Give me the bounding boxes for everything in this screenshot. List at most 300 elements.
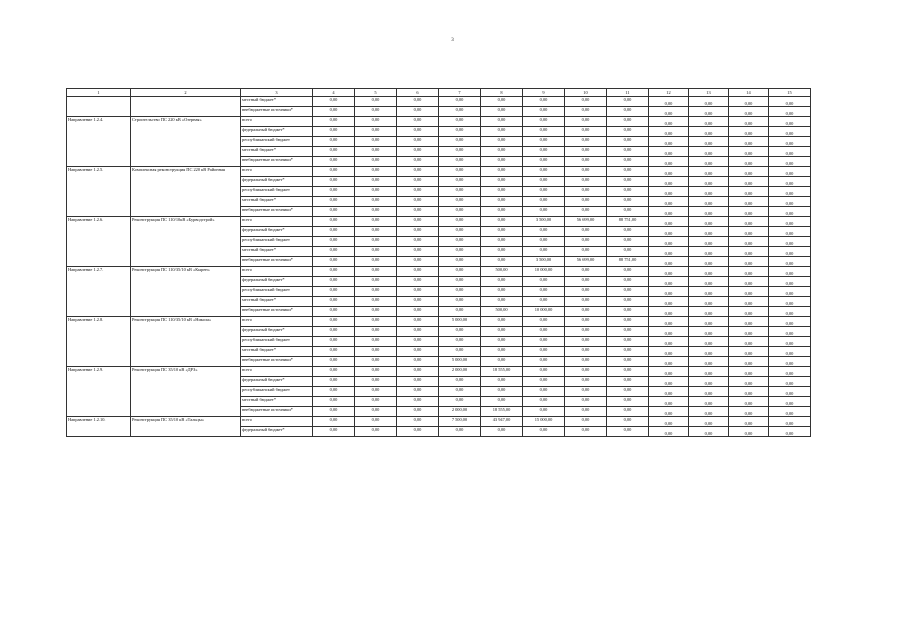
direction-cell: Направление 1.2.7. (67, 267, 131, 317)
value-cell: 0,00 (607, 267, 649, 277)
value-cell: 0,00 (769, 177, 811, 187)
value-cell: 0,00 (523, 117, 565, 127)
value-cell: 0,00 (481, 317, 523, 327)
value-cell: 0,00 (355, 127, 397, 137)
value-cell: 0,00 (769, 427, 811, 437)
column-header: 10 (565, 89, 607, 97)
value-cell: 0,00 (355, 277, 397, 287)
value-cell: 0,00 (397, 237, 439, 247)
value-cell: 0,00 (313, 357, 355, 367)
value-cell: 0,00 (355, 337, 397, 347)
value-cell: 0,00 (689, 327, 729, 337)
value-cell: 0,00 (439, 257, 481, 267)
value-cell: 0,00 (769, 247, 811, 257)
value-cell: 0,00 (689, 307, 729, 317)
value-cell: 0,00 (607, 327, 649, 337)
value-cell: 0,00 (397, 127, 439, 137)
value-cell: 0,00 (313, 187, 355, 197)
value-cell: 0,00 (439, 277, 481, 287)
value-cell: 0,00 (565, 397, 607, 407)
funding-source-cell: республиканский бюджет (241, 137, 313, 147)
value-cell: 0,00 (313, 307, 355, 317)
value-cell: 0,00 (729, 397, 769, 407)
column-header: 1 (67, 89, 131, 97)
value-cell: 0,00 (729, 417, 769, 427)
value-cell: 0,00 (313, 377, 355, 387)
value-cell: 0,00 (769, 107, 811, 117)
funding-source-cell: местный бюджет* (241, 297, 313, 307)
value-cell: 0,00 (607, 317, 649, 327)
value-cell: 0,00 (729, 237, 769, 247)
column-header: 2 (131, 89, 241, 97)
value-cell: 0,00 (607, 337, 649, 347)
value-cell: 0,00 (565, 137, 607, 147)
value-cell: 0,00 (523, 327, 565, 337)
value-cell: 0,00 (313, 427, 355, 437)
value-cell: 0,00 (565, 297, 607, 307)
value-cell: 5 000,00 (439, 357, 481, 367)
value-cell: 2 000,00 (439, 407, 481, 417)
column-header: 9 (523, 89, 565, 97)
value-cell: 0,00 (481, 117, 523, 127)
value-cell: 0,00 (313, 157, 355, 167)
value-cell: 0,00 (729, 317, 769, 327)
value-cell: 0,00 (355, 167, 397, 177)
value-cell: 0,00 (769, 227, 811, 237)
value-cell: 0,00 (355, 117, 397, 127)
value-cell: 0,00 (313, 287, 355, 297)
value-cell: 0,00 (607, 367, 649, 377)
funding-source-cell: федеральный бюджет* (241, 277, 313, 287)
value-cell: 0,00 (689, 267, 729, 277)
value-cell: 0,00 (689, 187, 729, 197)
value-cell: 0,00 (397, 247, 439, 257)
value-cell: 0,00 (439, 157, 481, 167)
value-cell: 0,00 (523, 197, 565, 207)
value-cell: 0,00 (355, 217, 397, 227)
value-cell: 0,00 (397, 347, 439, 357)
value-cell: 0,00 (565, 367, 607, 377)
value-cell: 5 000,00 (439, 317, 481, 327)
value-cell: 0,00 (397, 207, 439, 217)
value-cell: 0,00 (523, 377, 565, 387)
value-cell: 0,00 (565, 97, 607, 107)
value-cell: 0,00 (313, 387, 355, 397)
direction-cell: Направление 1.2.6. (67, 217, 131, 267)
value-cell: 0,00 (523, 157, 565, 167)
value-cell: 0,00 (689, 247, 729, 257)
value-cell: 0,00 (481, 237, 523, 247)
value-cell: 0,00 (607, 397, 649, 407)
value-cell: 0,00 (397, 407, 439, 417)
value-cell: 0,00 (355, 207, 397, 217)
column-header: 8 (481, 89, 523, 97)
value-cell: 0,00 (729, 117, 769, 127)
value-cell: 7 500,00 (439, 417, 481, 427)
value-cell: 43 947,00 (481, 417, 523, 427)
value-cell: 0,00 (769, 257, 811, 267)
value-cell: 0,00 (523, 227, 565, 237)
value-cell: 0,00 (769, 337, 811, 347)
value-cell: 0,00 (523, 177, 565, 187)
value-cell: 0,00 (523, 287, 565, 297)
value-cell: 0,00 (769, 207, 811, 217)
value-cell: 0,00 (689, 167, 729, 177)
value-cell: 0,00 (397, 257, 439, 267)
value-cell: 0,00 (481, 277, 523, 287)
value-cell: 0,00 (565, 407, 607, 417)
value-cell: 0,00 (397, 227, 439, 237)
column-header: 11 (607, 89, 649, 97)
value-cell: 0,00 (607, 187, 649, 197)
budget-table (66, 88, 811, 437)
value-cell: 0,00 (729, 197, 769, 207)
value-cell: 0,00 (397, 387, 439, 397)
value-cell: 0,00 (649, 107, 689, 117)
value-cell: 0,00 (649, 257, 689, 267)
value-cell: 0,00 (313, 117, 355, 127)
value-cell: 500,00 (481, 307, 523, 317)
value-cell: 0,00 (313, 237, 355, 247)
value-cell: 0,00 (565, 237, 607, 247)
value-cell: 0,00 (607, 117, 649, 127)
funding-source-cell: местный бюджет* (241, 347, 313, 357)
value-cell: 0,00 (355, 387, 397, 397)
value-cell: 0,00 (355, 357, 397, 367)
value-cell: 0,00 (769, 397, 811, 407)
value-cell: 0,00 (689, 417, 729, 427)
value-cell: 0,00 (769, 217, 811, 227)
table-row (67, 167, 811, 177)
value-cell: 0,00 (481, 107, 523, 117)
value-cell: 0,00 (649, 187, 689, 197)
value-cell: 0,00 (313, 107, 355, 117)
funding-source-cell: республиканский бюджет (241, 187, 313, 197)
value-cell: 0,00 (607, 237, 649, 247)
value-cell: 0,00 (355, 427, 397, 437)
value-cell: 0,00 (769, 147, 811, 157)
value-cell: 0,00 (481, 167, 523, 177)
value-cell: 0,00 (565, 387, 607, 397)
value-cell: 0,00 (355, 237, 397, 247)
value-cell: 0,00 (397, 427, 439, 437)
funding-source-cell: федеральный бюджет* (241, 427, 313, 437)
value-cell: 0,00 (649, 357, 689, 367)
value-cell: 0,00 (689, 127, 729, 137)
value-cell: 0,00 (355, 397, 397, 407)
value-cell: 0,00 (397, 167, 439, 177)
value-cell: 0,00 (439, 347, 481, 357)
value-cell: 0,00 (729, 387, 769, 397)
value-cell: 0,00 (355, 187, 397, 197)
value-cell: 10 000,00 (523, 267, 565, 277)
value-cell: 0,00 (649, 147, 689, 157)
value-cell: 0,00 (397, 357, 439, 367)
value-cell: 0,00 (565, 167, 607, 177)
value-cell: 0,00 (481, 327, 523, 337)
funding-source-cell: внебюджетные источники* (241, 307, 313, 317)
value-cell: 0,00 (313, 227, 355, 237)
value-cell: 0,00 (565, 417, 607, 427)
value-cell: 0,00 (523, 247, 565, 257)
table-row (67, 97, 811, 107)
value-cell: 10 000,00 (523, 307, 565, 317)
value-cell: 0,00 (769, 417, 811, 427)
value-cell: 0,00 (689, 237, 729, 247)
value-cell: 0,00 (523, 137, 565, 147)
value-cell: 0,00 (523, 347, 565, 357)
column-header: 5 (355, 89, 397, 97)
value-cell: 15 000,00 (523, 417, 565, 427)
value-cell: 0,00 (607, 177, 649, 187)
funding-source-cell: внебюджетные источники* (241, 107, 313, 117)
value-cell: 0,00 (565, 157, 607, 167)
value-cell: 0,00 (607, 167, 649, 177)
value-cell: 0,00 (355, 407, 397, 417)
value-cell: 0,00 (313, 217, 355, 227)
value-cell: 0,00 (439, 97, 481, 107)
value-cell: 0,00 (481, 147, 523, 157)
value-cell: 0,00 (689, 297, 729, 307)
value-cell: 0,00 (769, 157, 811, 167)
value-cell: 0,00 (481, 357, 523, 367)
value-cell: 0,00 (439, 107, 481, 117)
value-cell: 0,00 (649, 177, 689, 187)
value-cell: 0,00 (729, 257, 769, 267)
value-cell: 0,00 (565, 357, 607, 367)
value-cell: 0,00 (439, 117, 481, 127)
funding-source-cell: местный бюджет* (241, 147, 313, 157)
value-cell: 3 500,00 (523, 217, 565, 227)
value-cell: 0,00 (523, 367, 565, 377)
value-cell: 0,00 (481, 157, 523, 167)
value-cell: 0,00 (313, 267, 355, 277)
value-cell: 0,00 (607, 127, 649, 137)
funding-source-cell: федеральный бюджет* (241, 327, 313, 337)
value-cell: 0,00 (729, 337, 769, 347)
value-cell: 0,00 (769, 317, 811, 327)
value-cell: 0,00 (689, 397, 729, 407)
value-cell: 0,00 (313, 207, 355, 217)
value-cell: 0,00 (649, 417, 689, 427)
value-cell: 0,00 (439, 227, 481, 237)
value-cell: 0,00 (313, 137, 355, 147)
value-cell: 0,00 (355, 227, 397, 237)
value-cell: 500,00 (481, 267, 523, 277)
value-cell: 0,00 (439, 167, 481, 177)
event-title-cell: Строительство ПС 220 кВ «Озерная» (131, 117, 241, 167)
value-cell: 0,00 (313, 127, 355, 137)
value-cell: 0,00 (729, 207, 769, 217)
table-row (67, 117, 811, 127)
value-cell: 0,00 (565, 327, 607, 337)
value-cell: 0,00 (689, 257, 729, 267)
value-cell: 0,00 (439, 327, 481, 337)
value-cell: 0,00 (313, 397, 355, 407)
value-cell: 0,00 (523, 167, 565, 177)
value-cell: 0,00 (355, 417, 397, 427)
value-cell: 0,00 (565, 147, 607, 157)
funding-source-cell: внебюджетные источники* (241, 157, 313, 167)
value-cell: 0,00 (649, 127, 689, 137)
value-cell: 0,00 (689, 177, 729, 187)
column-header: 4 (313, 89, 355, 97)
value-cell: 0,00 (523, 207, 565, 217)
value-cell: 0,00 (607, 197, 649, 207)
value-cell: 0,00 (565, 227, 607, 237)
value-cell: 0,00 (689, 147, 729, 157)
funding-source-cell: всего (241, 217, 313, 227)
table-row (67, 267, 811, 277)
value-cell: 0,00 (439, 127, 481, 137)
value-cell: 0,00 (439, 267, 481, 277)
value-cell: 3 500,00 (523, 257, 565, 267)
value-cell: 0,00 (565, 267, 607, 277)
value-cell: 0,00 (355, 367, 397, 377)
event-title-cell: Реконструкция ПС 35/10 кВ «ДРЗ» (131, 367, 241, 417)
event-title-cell: Реконструкция ПС 110/35/10 кВ «Кырен» (131, 267, 241, 317)
value-cell: 0,00 (355, 247, 397, 257)
value-cell: 0,00 (729, 367, 769, 377)
value-cell: 0,00 (689, 337, 729, 347)
value-cell: 0,00 (313, 367, 355, 377)
value-cell: 0,00 (397, 417, 439, 427)
value-cell: 0,00 (439, 177, 481, 187)
value-cell: 0,00 (729, 227, 769, 237)
value-cell: 0,00 (439, 337, 481, 347)
value-cell: 0,00 (649, 157, 689, 167)
value-cell: 0,00 (523, 427, 565, 437)
value-cell: 0,00 (769, 197, 811, 207)
value-cell: 56 699,00 (565, 217, 607, 227)
value-cell: 0,00 (607, 227, 649, 237)
column-header: 6 (397, 89, 439, 97)
value-cell: 0,00 (607, 427, 649, 437)
value-cell: 0,00 (481, 257, 523, 267)
value-cell: 0,00 (769, 137, 811, 147)
value-cell: 0,00 (313, 147, 355, 157)
value-cell: 0,00 (607, 347, 649, 357)
column-header: 12 (649, 89, 689, 97)
value-cell: 0,00 (565, 107, 607, 117)
funding-source-cell: республиканский бюджет (241, 387, 313, 397)
value-cell: 0,00 (439, 397, 481, 407)
value-cell: 0,00 (689, 107, 729, 117)
page-number: 3 (451, 38, 454, 43)
funding-source-cell: республиканский бюджет (241, 287, 313, 297)
value-cell: 0,00 (729, 127, 769, 137)
value-cell: 0,00 (649, 387, 689, 397)
value-cell: 0,00 (355, 327, 397, 337)
funding-source-cell: всего (241, 117, 313, 127)
event-title-cell (131, 97, 241, 117)
value-cell: 0,00 (769, 167, 811, 177)
value-cell: 0,00 (565, 347, 607, 357)
value-cell: 0,00 (481, 97, 523, 107)
value-cell: 0,00 (649, 197, 689, 207)
value-cell: 0,00 (607, 247, 649, 257)
value-cell: 0,00 (313, 97, 355, 107)
value-cell: 0,00 (523, 397, 565, 407)
value-cell: 0,00 (769, 97, 811, 107)
value-cell: 0,00 (313, 277, 355, 287)
value-cell: 0,00 (481, 197, 523, 207)
table-row (67, 367, 811, 377)
direction-cell: Направление 1.2.10. (67, 417, 131, 437)
value-cell: 0,00 (439, 247, 481, 257)
value-cell: 0,00 (313, 407, 355, 417)
value-cell: 0,00 (769, 287, 811, 297)
value-cell: 0,00 (313, 257, 355, 267)
value-cell: 0,00 (649, 277, 689, 287)
value-cell: 0,00 (769, 117, 811, 127)
value-cell: 0,00 (607, 357, 649, 367)
value-cell: 0,00 (523, 337, 565, 347)
value-cell: 0,00 (689, 97, 729, 107)
value-cell: 0,00 (481, 397, 523, 407)
value-cell: 0,00 (523, 357, 565, 367)
value-cell: 0,00 (523, 187, 565, 197)
header-row (67, 89, 811, 97)
value-cell: 0,00 (523, 107, 565, 117)
value-cell: 0,00 (729, 147, 769, 157)
value-cell: 0,00 (481, 387, 523, 397)
value-cell: 0,00 (355, 157, 397, 167)
value-cell: 0,00 (397, 187, 439, 197)
value-cell: 0,00 (481, 127, 523, 137)
value-cell: 0,00 (649, 337, 689, 347)
table-row (67, 317, 811, 327)
value-cell: 0,00 (313, 317, 355, 327)
value-cell: 0,00 (481, 297, 523, 307)
value-cell: 0,00 (397, 307, 439, 317)
column-header: 13 (689, 89, 729, 97)
value-cell: 0,00 (649, 377, 689, 387)
value-cell: 0,00 (397, 367, 439, 377)
value-cell: 0,00 (397, 217, 439, 227)
value-cell: 0,00 (649, 237, 689, 247)
value-cell: 0,00 (355, 377, 397, 387)
value-cell: 0,00 (523, 97, 565, 107)
value-cell: 0,00 (607, 97, 649, 107)
value-cell: 0,00 (607, 297, 649, 307)
value-cell: 0,00 (397, 107, 439, 117)
value-cell: 0,00 (689, 377, 729, 387)
value-cell: 0,00 (729, 307, 769, 317)
value-cell: 0,00 (355, 177, 397, 187)
value-cell: 0,00 (689, 277, 729, 287)
value-cell: 0,00 (313, 167, 355, 177)
funding-source-cell: республиканский бюджет (241, 337, 313, 347)
direction-cell: Направление 1.2.8. (67, 317, 131, 367)
value-cell: 0,00 (729, 287, 769, 297)
direction-cell: Направление 1.2.5. (67, 167, 131, 217)
value-cell: 0,00 (769, 357, 811, 367)
value-cell: 0,00 (565, 197, 607, 207)
value-cell: 0,00 (481, 427, 523, 437)
value-cell: 0,00 (355, 97, 397, 107)
value-cell: 0,00 (607, 277, 649, 287)
value-cell: 0,00 (729, 167, 769, 177)
value-cell: 0,00 (607, 107, 649, 117)
value-cell: 56 699,00 (565, 257, 607, 267)
value-cell: 0,00 (481, 337, 523, 347)
value-cell: 0,00 (313, 197, 355, 207)
value-cell: 0,00 (565, 247, 607, 257)
value-cell: 0,00 (649, 227, 689, 237)
value-cell: 0,00 (523, 297, 565, 307)
value-cell: 0,00 (649, 117, 689, 127)
